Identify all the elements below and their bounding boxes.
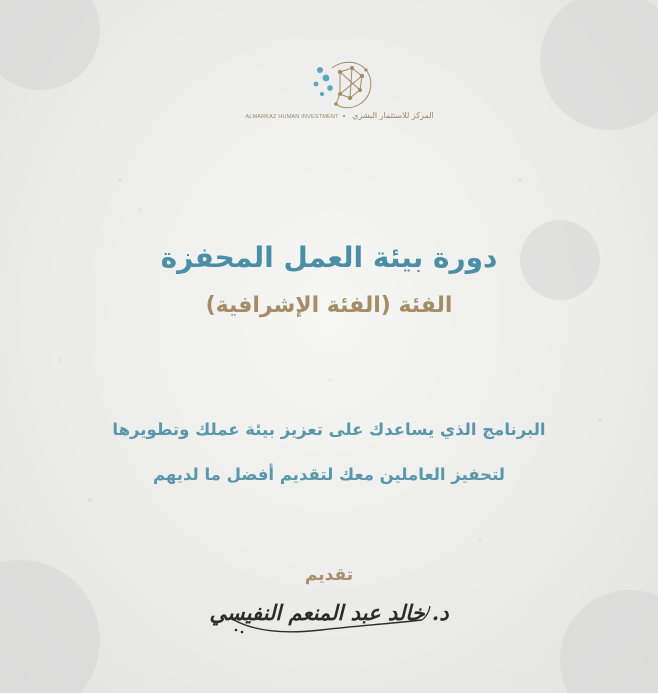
course-category: الفئة (الفئة الإشرافية) xyxy=(205,293,453,318)
presenter-name: د. خالد عبد المنعم النفيسي xyxy=(209,600,449,625)
presenter-label: تقديم xyxy=(304,565,354,585)
logo-divider-dot xyxy=(343,115,345,117)
course-title: دورة بيئة العمل المحفزة xyxy=(160,241,498,274)
network-globe-icon xyxy=(302,54,382,112)
description-line-1: البرنامج الذي يساعدك على تعزيز بيئة عملك وتطويرها xyxy=(112,420,546,439)
organization-logo xyxy=(244,54,438,134)
description-line-2: لتحفيز العاملين معك لتقديم أفضل ما لديهم xyxy=(152,465,506,484)
logo-name-ar: المركز للاستثمار البشري xyxy=(352,111,434,120)
logo-name-en: ALMARKAZ HUMAN INVESTMENT xyxy=(245,114,339,120)
